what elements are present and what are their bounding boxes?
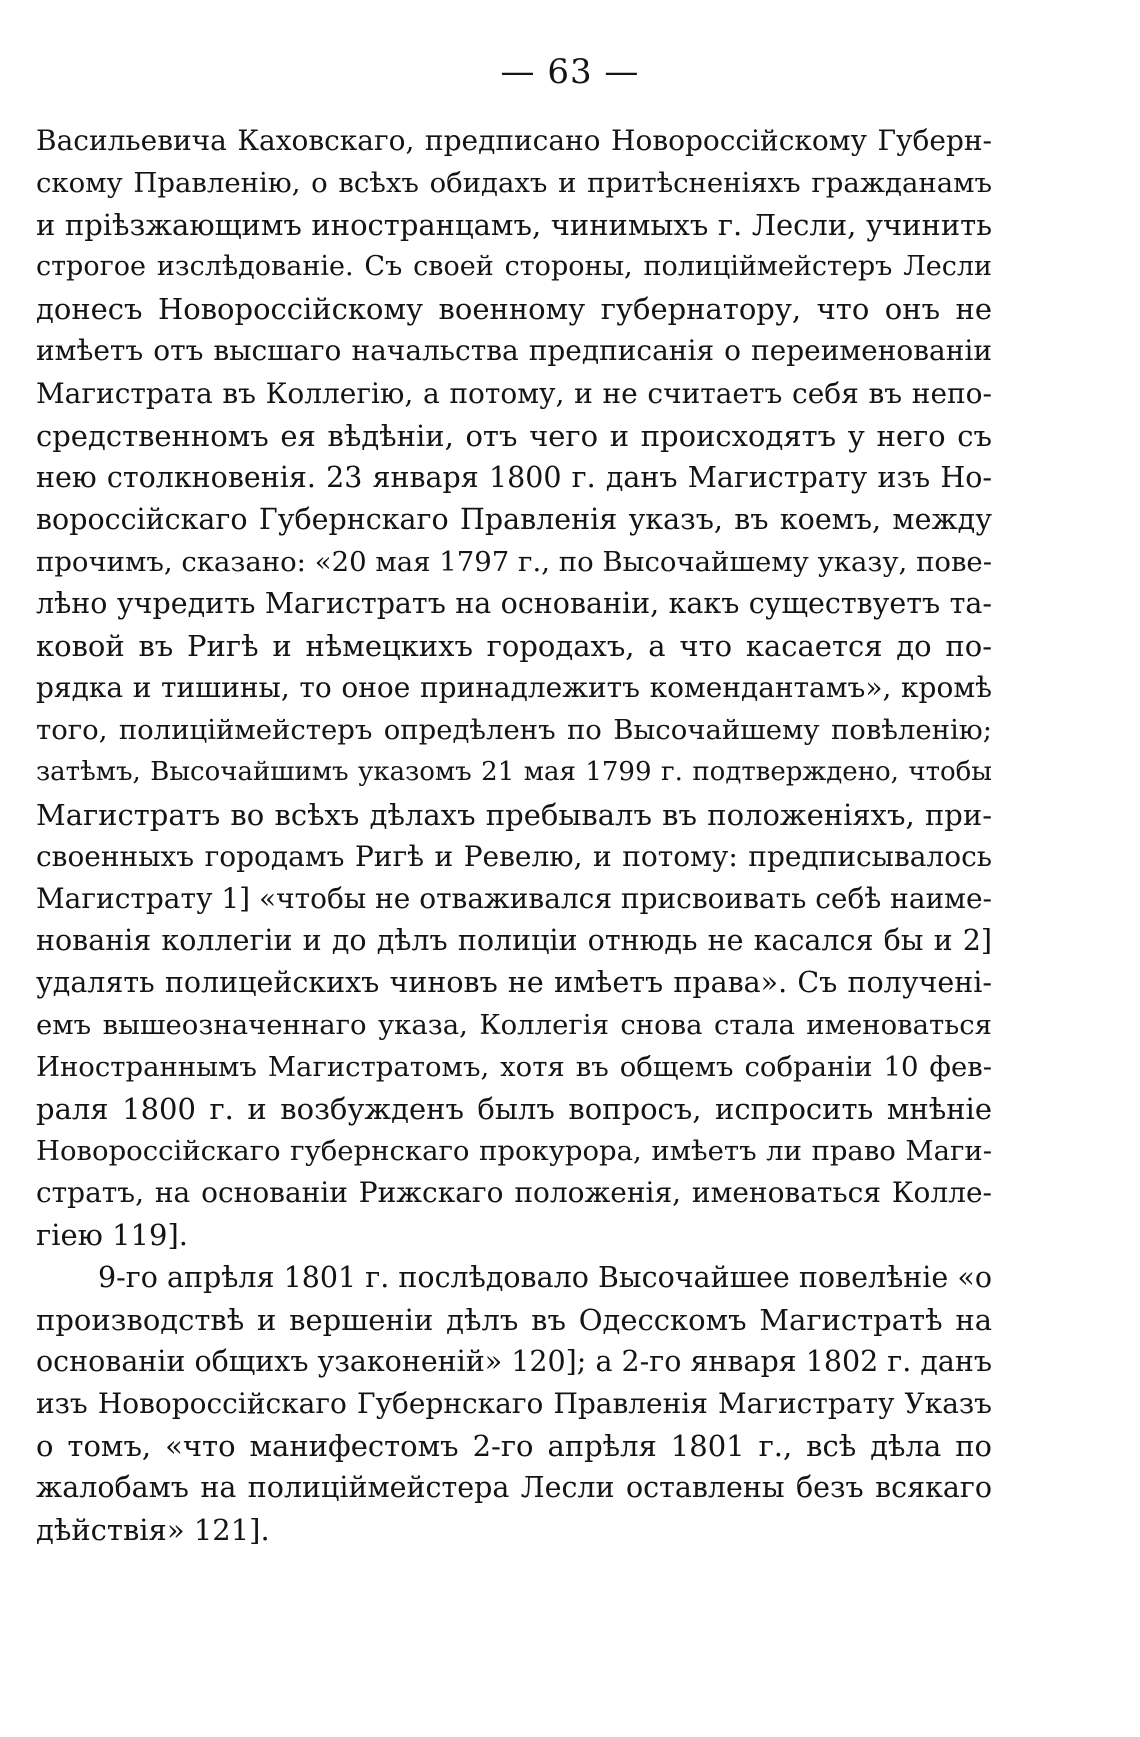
text-line: Магистрата въ Коллегію, а потому, и не считаетъ себя въ непо- <box>36 376 992 410</box>
text-line: о томъ, «что манифестомъ 2-го апрѣля 1801 г., всѣ дѣла по <box>36 1428 992 1463</box>
text-line: раля 1800 г. и возбужденъ былъ вопросъ, испросить мнѣніе <box>36 1092 992 1127</box>
text-line: нею столкновенія. 23 января 1800 г. данъ Магистрату изъ Но- <box>36 460 992 494</box>
text-line: рядка и тишины, то оное принадлежитъ комендантамъ», кромѣ <box>36 671 992 705</box>
text-line: Магистрату 1] «чтобы не отваживался присвоивать себѣ наиме- <box>36 881 992 915</box>
text-line: 9-го апрѣля 1801 г. послѣдовало Высочайшее повелѣніе «о <box>98 1260 992 1294</box>
text-line: донесъ Новороссійскому военному губернатору, что онъ не <box>36 292 992 327</box>
text-line: жалобамъ на полиціймейстера Лесли оставлены безъ всякаго <box>36 1471 992 1504</box>
page-number: — 63 — <box>500 52 640 92</box>
text-line: своенныхъ городамъ Ригѣ и Ревелю, и потому: предписывалось <box>36 839 992 873</box>
text-line: емъ вышеозначеннаго указа, Коллегія снова стала именоваться <box>36 1008 992 1041</box>
text-line: скому Правленію, о всѣхъ обидахъ и притѣсненіяхъ гражданамъ <box>36 167 992 200</box>
text-line: имѣетъ отъ высшаго начальства предписанія о переименованіи <box>36 334 992 368</box>
text-line: прочимъ, сказано: «20 мая 1797 г., по Высочайшему указу, пове- <box>36 545 992 578</box>
text-line: дѣйствія» 121]. <box>36 1513 270 1548</box>
text-line: средственномъ ея вѣдѣніи, отъ чего и происходятъ у него съ <box>36 418 992 453</box>
text-line: строгое изслѣдованіе. Съ своей стороны, полиціймейстеръ Лесли <box>36 251 992 283</box>
text-line: нованія коллегіи и до дѣлъ полиціи отнюдь не касался бы и 2] <box>36 923 992 957</box>
text-line: производствѣ и вершеніи дѣлъ въ Одесскомъ Магистратѣ на <box>36 1302 992 1337</box>
text-line: вороссійскаго Губернскаго Правленія указъ, въ коемъ, между <box>36 502 992 536</box>
text-line: удалять полицейскихъ чиновъ не имѣетъ права». Съ полученi- <box>36 965 992 999</box>
text-line: и пріѣзжающимъ иностранцамъ, чинимыхъ г. Лесли, учинить <box>36 208 992 243</box>
text-line: Магистратъ во всѣхъ дѣлахъ пребывалъ въ положеніяхъ, при- <box>36 797 992 832</box>
text-line: основаніи общихъ узаконеній» 120]; а 2-го января 1802 г. данъ <box>36 1344 992 1378</box>
text-line: того, полиціймейстеръ опредѣленъ по Высочайшему повѣленію; <box>36 714 992 747</box>
text-line: Новороссійскаго губернскаго прокурора, имѣетъ ли право Маги- <box>36 1135 992 1168</box>
paragraph <box>36 1257 992 1552</box>
body-text <box>36 120 992 1551</box>
text-line: лѣно учредить Магистратъ на основаніи, какъ существуетъ та- <box>36 587 992 621</box>
text-line: стратъ, на основаніи Рижскаго положенія, именоваться Колле- <box>36 1176 992 1210</box>
text-line: затѣмъ, Высочайшимъ указомъ 21 мая 1799 г. подтверждено, чтобы <box>36 757 992 788</box>
text-line: ковой въ Ригѣ и нѣмецкихъ городахъ, а что касается до по- <box>36 629 992 664</box>
text-line: Васильевича Каховскаго, предписано Новороссійскому Губерн- <box>36 124 992 157</box>
text-line: гіею 119]. <box>36 1218 188 1253</box>
text-line: изъ Новороссійскаго Губернскаго Правленія Магистрату Указъ <box>36 1386 992 1420</box>
text-line: Иностраннымъ Магистратомъ, хотя въ общемъ собраніи 10 фев- <box>36 1051 992 1084</box>
paragraph <box>36 120 992 1257</box>
